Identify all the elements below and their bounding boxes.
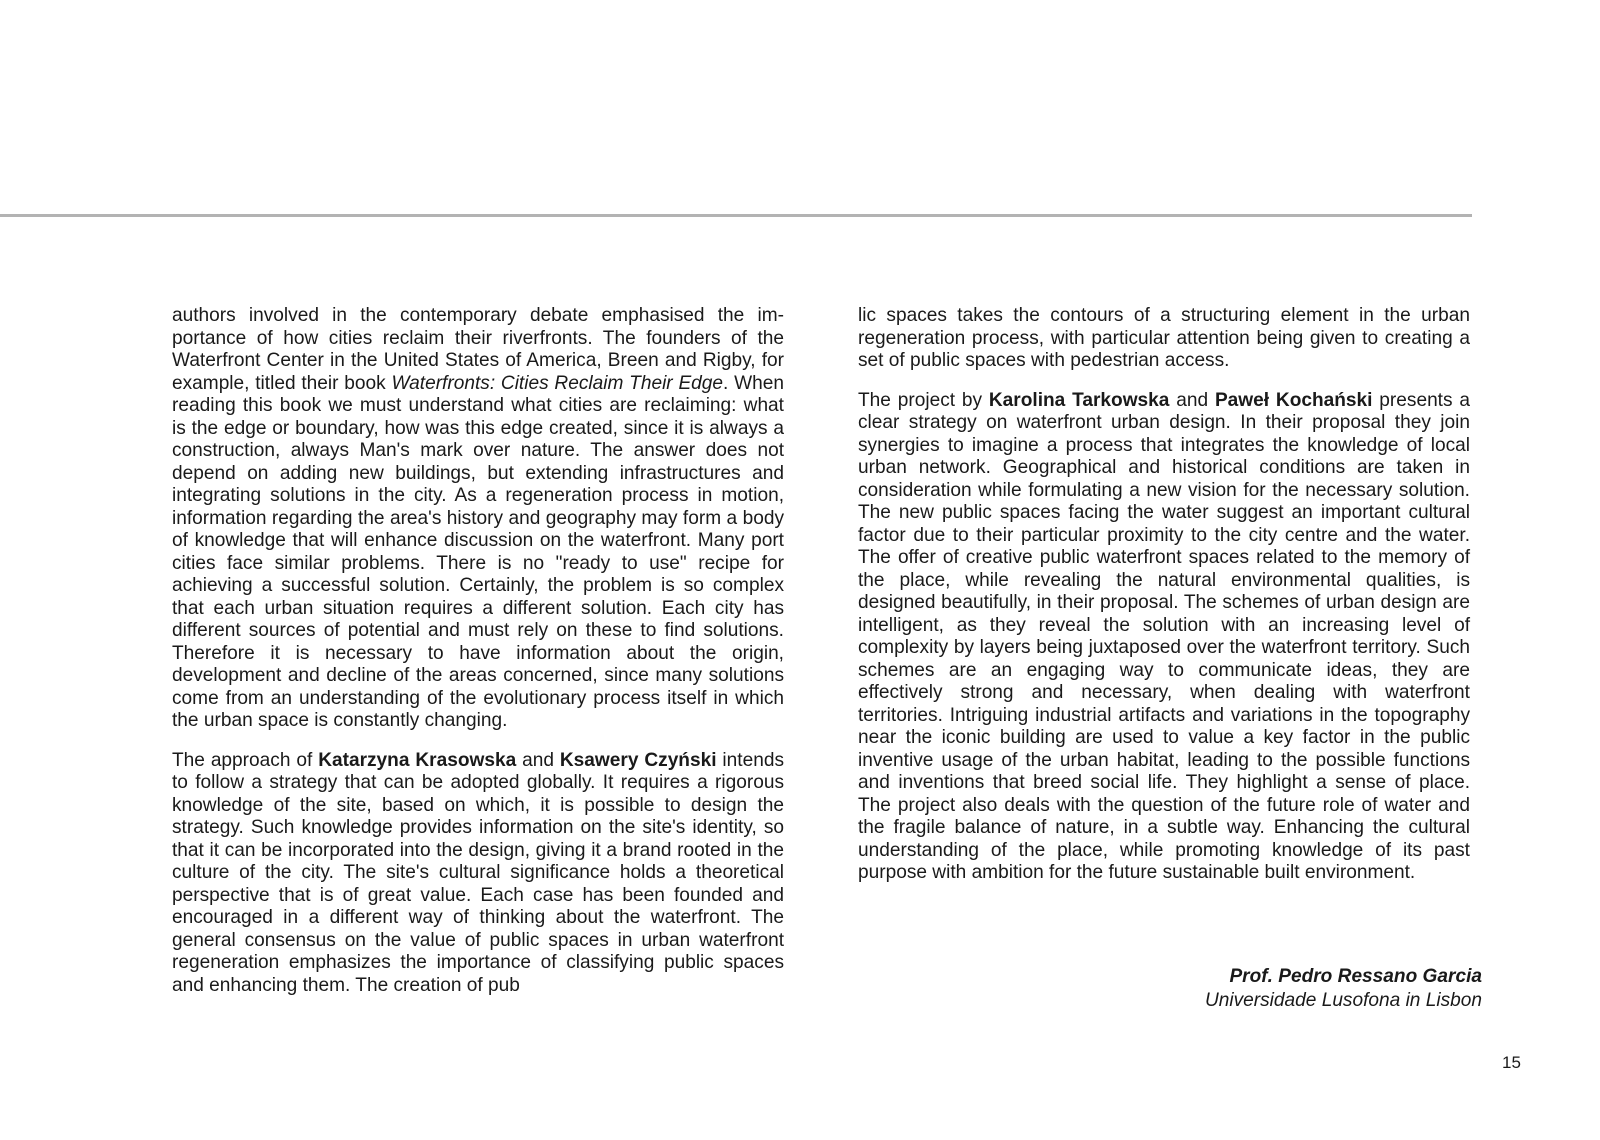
left-p1-text-b: . When reading this book we must understand what cities are reclaiming: what is the edge or boundary, how was this edge created, since it is always a construction, always Man's mark over nature. The answer does not depend on adding new buildings, but extending infrastructures and integrating solutions in the city. As a regeneration process in motion, information regarding the area's history and geography may form a body of knowledge that will enhance discussion on the waterfront. Many port cities face similar problems. There is no "ready to use" recipe for achieving a successful solution. Certainly, the problem is so complex that each urban situation requires a different solution. Each city has different sources of potential and must rely on these to find solutions. Therefore it is necessary to have information about the origin, development and decline of the areas concerned, since many solutions come from an understanding of the evolutionary process itself in which the urban space is constantly changing. [172, 372, 785, 731]
right-column [858, 305, 1470, 902]
left-p2-intro: The approach of [172, 749, 319, 771]
signature-block [1205, 965, 1482, 1013]
book-title: Waterfronts: Cities Reclaim Their Edge [391, 372, 724, 394]
header-divider [0, 214, 1472, 217]
left-p2-and: and [516, 749, 560, 771]
left-column [172, 305, 784, 1014]
right-paragraph-2 [858, 390, 1470, 885]
right-p2-and: and [1169, 389, 1215, 411]
right-p2-text: presents a clear strategy on waterfront urban design. In their proposal they join synergies to imagine a process that integrates the knowledge of local urban network. Geographical and historical conditions are taken in consideration while formulating a new vision for the necessary solution. The new public spaces facing the water suggest an important cultural factor due to their particular proximity to the city centre and the water. The offer of creative public waterfront spaces related to the memory of the place, while revealing the natural environmental qualities, is designed beautifully, in their proposal. The schemes of urban design are intelligent, as they reveal the solution with an increasing level of complexity by layers being juxtaposed over the waterfront territory. Such schemes are an engaging way to communicate ideas, they are effectively strong and necessary, when dealing with waterfront territories. Intriguing industrial artifacts and variations in the topography near the iconic building are used to value a key factor in the public inventive usage of the urban habitat, leading to the possible functions and inventions that breed social life. They highlight a sense of place. The project also deals with the question of the future role of water and the fragile balance of nature, in a subtle way. Enhancing the cultural understanding of the place, while promoting knowledge of its past purpose with ambition for the future sustainable built environment. [858, 389, 1470, 883]
right-p2-intro: The project by [858, 389, 989, 411]
signature-name: Prof. Pedro Ressano Garcia [1229, 966, 1482, 987]
left-p1-text-a: authors involved in the contemporary debate emphasised the importance of how cities reclaim their riverfronts. The founders of the Waterfront Center in the United States of America, Breen and Rigby, for example, titled their book [172, 305, 784, 394]
left-p2-text: intends to follow a strategy that can be adopted globally. It requires a rigorous knowledge of the site, based on which, it is possible to design the strategy. Such knowledge provides information on the site's identity, so that it can be incorporated into the design, giving it a brand rooted in the culture of the city. The site's cultural significance holds a theoretical perspective that is of great value. Each case has been founded and encouraged in a different way of thinking about the waterfront. The general consensus on the value of public spaces in urban waterfront regeneration emphasizes the importance of classifying public spaces and enhancing them. The creation of pub [172, 749, 784, 996]
right-paragraph-1: lic spaces takes the contours of a structuring element in the urban regeneration process, with particular attention being given to creating a set of public spaces with pedestrian access. [858, 305, 1470, 371]
author-name: Ksawery Czyński [559, 749, 717, 771]
page-number: 15 [1502, 1053, 1521, 1072]
author-name: Katarzyna Krasowska [318, 749, 517, 771]
signature-affiliation: Universidade Lusofona in Lisbon [1204, 990, 1482, 1011]
left-paragraph-1 [172, 305, 784, 733]
left-paragraph-2 [172, 750, 784, 998]
author-name: Karolina Tarkowska [988, 389, 1170, 411]
author-name: Paweł Kochański [1214, 389, 1373, 411]
